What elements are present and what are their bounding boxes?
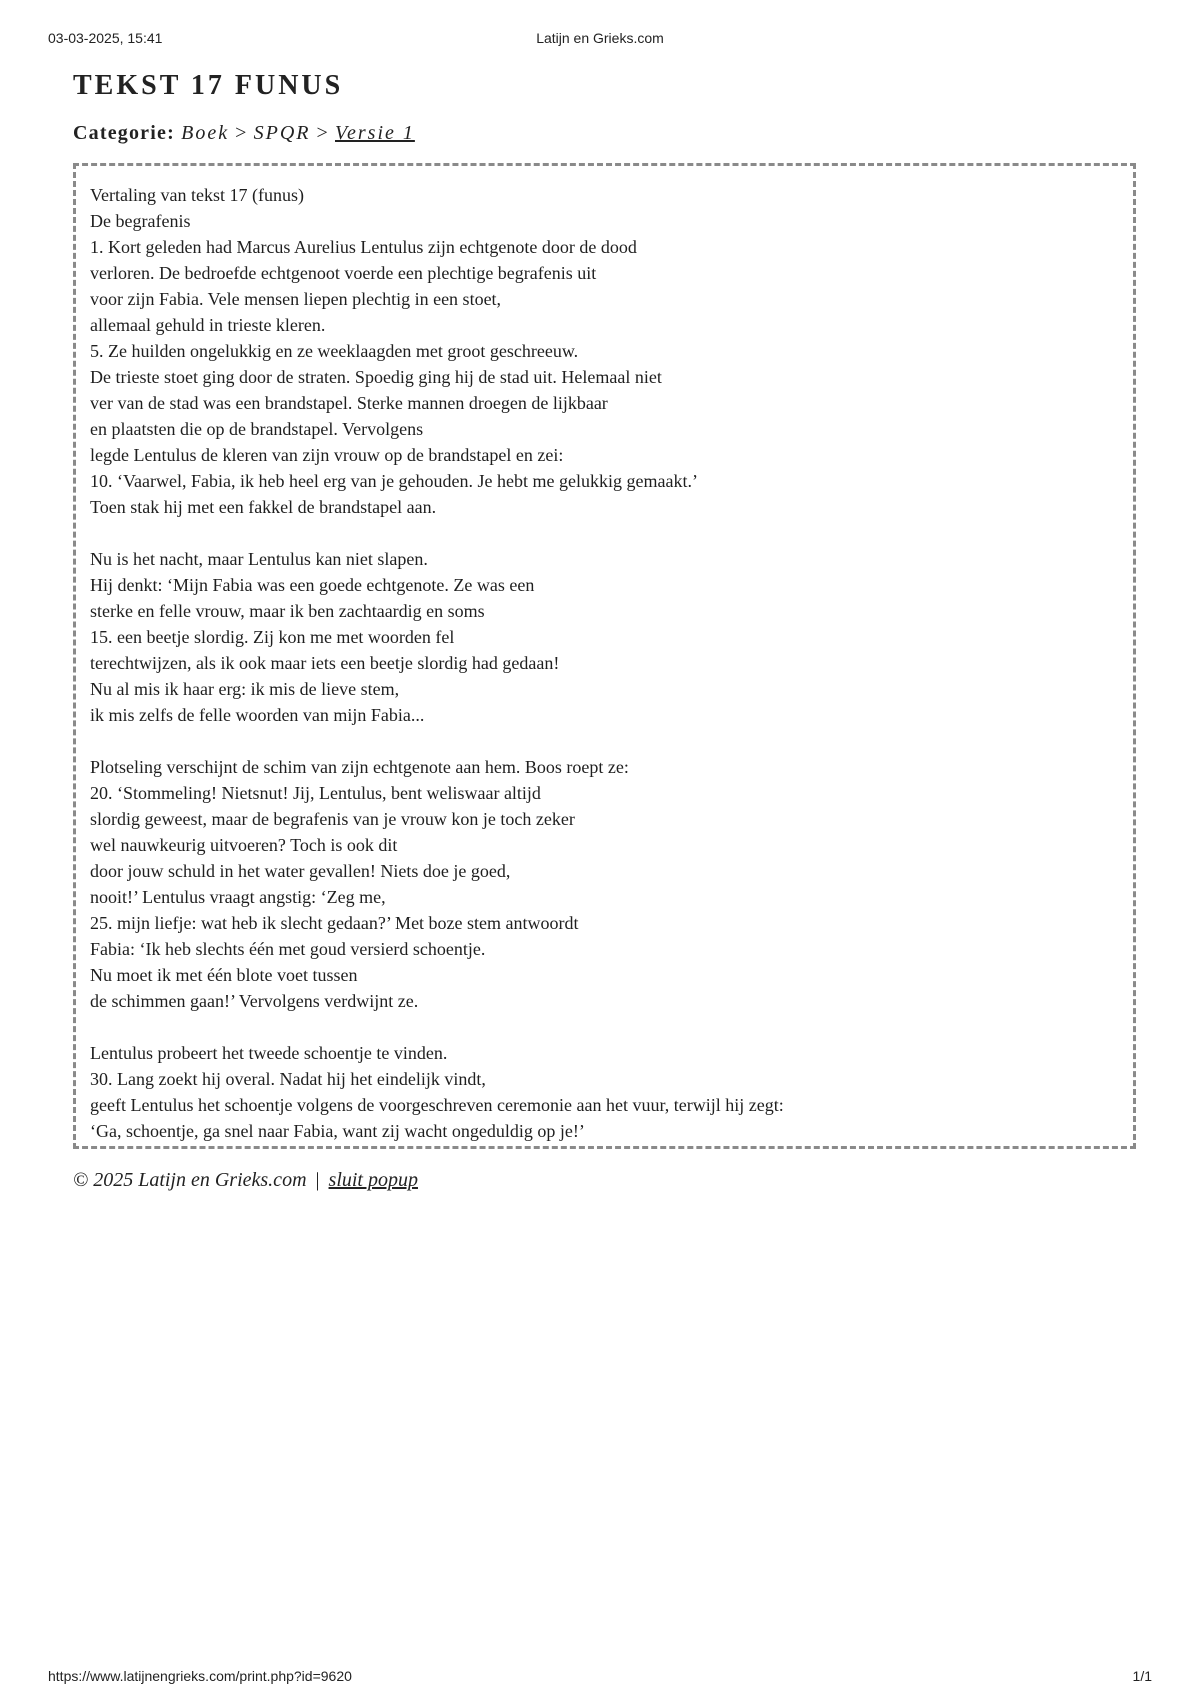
text-line: Lentulus probeert het tweede schoentje te vinden. xyxy=(90,1043,448,1063)
breadcrumb-link-versie[interactable]: Versie 1 xyxy=(335,122,415,144)
text-line: legde Lentulus de kleren van zijn vrouw op de brandstapel en zei: xyxy=(90,445,564,465)
breadcrumb-separator: > xyxy=(235,122,248,144)
text-line: door jouw schuld in het water gevallen! Niets doe je goed, xyxy=(90,861,511,881)
print-page-number: 1/1 xyxy=(1132,1668,1152,1684)
text-line: verloren. De bedroefde echtgenoot voerde een plechtige begrafenis uit xyxy=(90,263,597,283)
text-line: Fabia: ‘Ik heb slechts één met goud versierd schoentje. xyxy=(90,939,486,959)
print-datetime: 03-03-2025, 15:41 xyxy=(48,30,163,46)
page-title: TEKST 17 FUNUS xyxy=(73,70,344,101)
category-label: Categorie: xyxy=(73,122,175,144)
text-line: Plotseling verschijnt de schim van zijn echtgenote aan hem. Boos roept ze: xyxy=(90,757,629,777)
print-site-title: Latijn en Grieks.com xyxy=(536,30,664,46)
text-line: 1. Kort geleden had Marcus Aurelius Lentulus zijn echtgenote door de dood xyxy=(90,237,637,257)
text-line: nooit!’ Lentulus vraagt angstig: ‘Zeg me, xyxy=(90,887,386,907)
text-line: 30. Lang zoekt hij overal. Nadat hij het eindelijk vindt, xyxy=(90,1069,486,1089)
text-line: voor zijn Fabia. Vele mensen liepen plechtig in een stoet, xyxy=(90,289,502,309)
text-line: slordig geweest, maar de begrafenis van je vrouw kon je toch zeker xyxy=(90,809,575,829)
text-line: De begrafenis xyxy=(90,211,191,231)
text-line: Nu is het nacht, maar Lentulus kan niet slapen. xyxy=(90,549,428,569)
translation-box xyxy=(73,163,1136,1149)
text-line: 10. ‘Vaarwel, Fabia, ik heb heel erg van je gehouden. Je hebt me gelukkig gemaakt.’ xyxy=(90,471,698,491)
text-line: Vertaling van tekst 17 (funus) xyxy=(90,185,304,205)
text-line: Hij denkt: ‘Mijn Fabia was een goede echtgenote. Ze was een xyxy=(90,575,535,595)
breadcrumb-item-boek: Boek xyxy=(181,122,230,144)
blank-line xyxy=(90,728,1119,754)
text-line: wel nauwkeurig uitvoeren? Toch is ook dit xyxy=(90,835,398,855)
text-line: en plaatsten die op de brandstapel. Vervolgens xyxy=(90,419,424,439)
print-url: https://www.latijnengrieks.com/print.php?id=9620 xyxy=(48,1668,352,1684)
text-line: Nu moet ik met één blote voet tussen xyxy=(90,965,358,985)
text-line: 5. Ze huilden ongelukkig en ze weeklaagden met groot geschreeuw. xyxy=(90,341,579,361)
breadcrumb-separator: > xyxy=(316,122,329,144)
blank-line xyxy=(90,1014,1119,1040)
print-footer xyxy=(48,1668,1152,1688)
text-line: 25. mijn liefje: wat heb ik slecht gedaan?’ Met boze stem antwoordt xyxy=(90,913,579,933)
blank-line xyxy=(90,520,1119,546)
translation-text xyxy=(90,182,1119,1144)
text-line: De trieste stoet ging door de straten. Spoedig ging hij de stad uit. Helemaal niet xyxy=(90,367,662,387)
breadcrumb xyxy=(73,122,415,145)
text-line: Toen stak hij met een fakkel de brandstapel aan. xyxy=(90,497,437,517)
text-line: ik mis zelfs de felle woorden van mijn Fabia... xyxy=(90,705,425,725)
text-line: terechtwijzen, als ik ook maar iets een beetje slordig had gedaan! xyxy=(90,653,560,673)
text-line: geeft Lentulus het schoentje volgens de voorgeschreven ceremonie aan het vuur, terwijl hij zegt: xyxy=(90,1095,784,1115)
breadcrumb-item-spqr: SPQR xyxy=(253,122,311,144)
text-line: sterke en felle vrouw, maar ik ben zachtaardig en soms xyxy=(90,601,485,621)
text-line: ‘Ga, schoentje, ga snel naar Fabia, want zij wacht ongeduldig op je!’ xyxy=(90,1121,585,1141)
text-line: Nu al mis ik haar erg: ik mis de lieve stem, xyxy=(90,679,400,699)
text-line: de schimmen gaan!’ Vervolgens verdwijnt ze. xyxy=(90,991,419,1011)
close-popup-link[interactable]: sluit popup xyxy=(328,1169,418,1191)
text-line: allemaal gehuld in trieste kleren. xyxy=(90,315,326,335)
copyright-text: © 2025 Latijn en Grieks.com xyxy=(73,1169,307,1191)
text-line: 15. een beetje slordig. Zij kon me met woorden fel xyxy=(90,627,455,647)
print-header xyxy=(48,30,1152,50)
footer-separator: | xyxy=(315,1169,320,1191)
text-line: 20. ‘Stommeling! Nietsnut! Jij, Lentulus, bent weliswaar altijd xyxy=(90,783,541,803)
text-line: ver van de stad was een brandstapel. Sterke mannen droegen de lijkbaar xyxy=(90,393,608,413)
popup-footer xyxy=(73,1169,418,1192)
